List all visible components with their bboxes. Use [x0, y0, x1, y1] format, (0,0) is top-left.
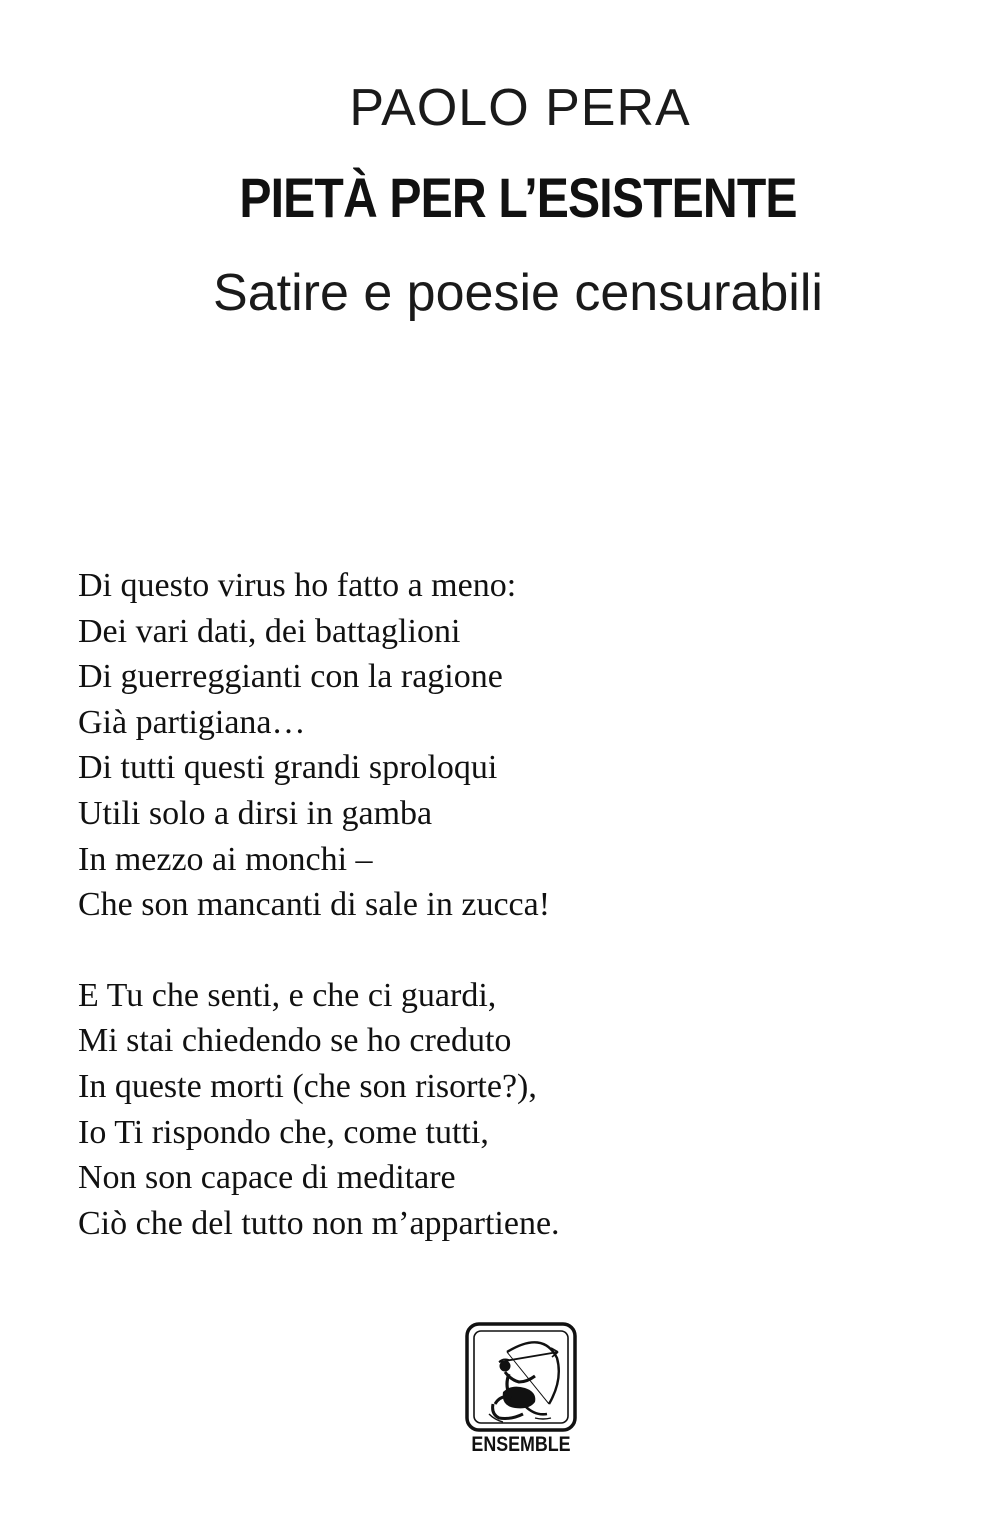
- poem-verse: Che son mancanti di sale in zucca!: [78, 886, 551, 924]
- poem-verse: Utili solo a dirsi in gamba: [78, 794, 433, 832]
- poem-verse: Di guerreggianti con la ragione: [78, 658, 503, 696]
- poem-verse: Ciò che del tutto non m’appartiene.: [78, 1204, 560, 1242]
- poem: [78, 563, 778, 1246]
- book-title: PIETÀ PER L’ESISTENTE: [239, 166, 797, 229]
- poem-verse: Non son capace di meditare: [78, 1159, 456, 1197]
- poem-verse: E Tu che senti, e che ci guardi,: [78, 976, 497, 1014]
- poem-stanza-2: [78, 973, 778, 1247]
- book-subtitle: Satire e poesie censurabili: [213, 264, 823, 322]
- publisher-logo: [465, 1322, 577, 1458]
- publisher-name: ENSEMBLE: [471, 1433, 571, 1456]
- archer-emblem-icon: [465, 1322, 577, 1432]
- poem-verse: Io Ti rispondo che, come tutti,: [78, 1113, 489, 1151]
- poem-stanza-1: [78, 563, 778, 928]
- poem-verse: Di tutti questi grandi sproloqui: [78, 749, 498, 787]
- poem-verse: Dei vari dati, dei battaglioni: [78, 612, 461, 650]
- author-name: PAOLO PERA: [349, 79, 691, 137]
- poem-verse: Mi stai chiedendo se ho creduto: [78, 1022, 512, 1060]
- poem-verse: Già partigiana…: [78, 703, 306, 741]
- poem-verse: Di questo virus ho fatto a meno:: [78, 567, 517, 604]
- poem-verse: In mezzo ai monchi –: [78, 840, 373, 878]
- poem-verse: In queste morti (che son risorte?),: [78, 1067, 537, 1105]
